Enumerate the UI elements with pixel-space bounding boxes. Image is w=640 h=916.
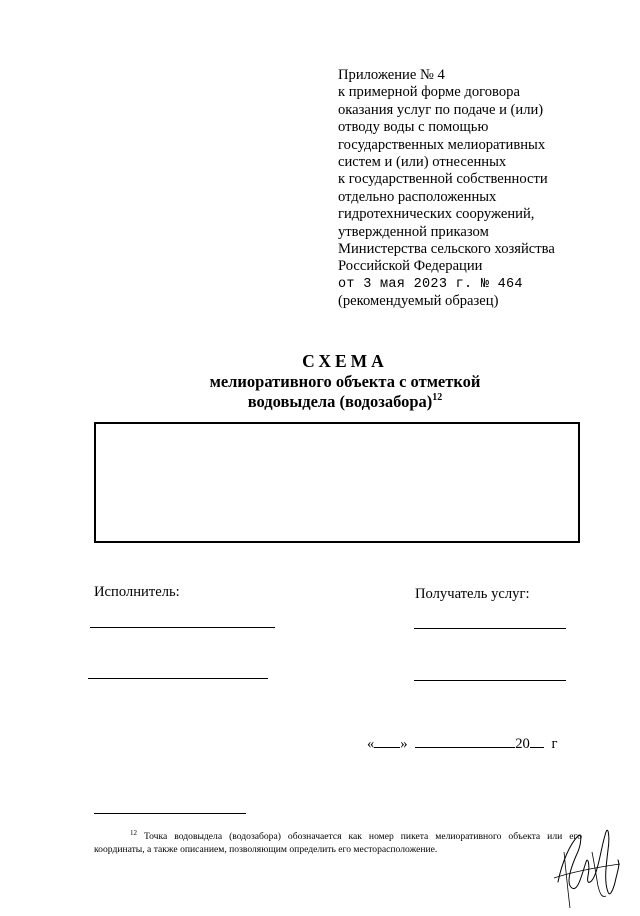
footnote-text: Точка водовыдела (водозабора) обозначается как номер пикета мелиоративного объекта или его координаты, а также описанием, позволяющим определить его месторасположение. xyxy=(94,831,582,855)
title-main: СХЕМА xyxy=(302,351,388,371)
footnote xyxy=(94,831,582,856)
appendix-line: Приложение № 4 xyxy=(338,67,445,83)
title-footnote-ref: 12 xyxy=(432,392,443,403)
appendix-header xyxy=(338,67,628,311)
year-suffix: г xyxy=(551,736,558,752)
appendix-line: систем и (или) отнесенных xyxy=(338,154,507,171)
month-blank xyxy=(415,734,515,748)
date-close-quote: » xyxy=(400,736,408,752)
year-prefix: 20 xyxy=(515,736,530,752)
date-open-quote: « xyxy=(367,736,375,752)
executor-label: Исполнитель: xyxy=(94,584,180,600)
appendix-line: оказания услуг по подаче и (или) xyxy=(338,101,544,118)
title-line-2-text: водовыдела (водозабора) xyxy=(247,392,433,411)
executor-name-line xyxy=(88,678,268,679)
executor-signature-line xyxy=(90,627,275,628)
date-line xyxy=(367,734,558,753)
order-date: от 3 мая 2023 г. № 464 xyxy=(338,276,523,292)
footnote-number: 12 xyxy=(130,829,137,837)
scheme-box xyxy=(94,422,580,543)
appendix-line: к государственной собственности xyxy=(338,171,548,188)
day-blank xyxy=(374,734,400,748)
sample-note: (рекомендуемый образец) xyxy=(338,293,499,310)
appendix-line: отдельно расположенных xyxy=(338,188,497,205)
recipient-signature-line xyxy=(414,628,566,629)
appendix-line: к примерной форме договора xyxy=(338,84,520,101)
footnote-separator xyxy=(94,813,246,814)
recipient-label: Получатель услуг: xyxy=(415,586,530,602)
document-title xyxy=(0,350,640,412)
appendix-line: утвержденной приказом xyxy=(338,223,489,240)
appendix-line: отводу воды с помощью xyxy=(338,119,489,136)
year-blank xyxy=(530,734,544,748)
title-line-1: мелиоративного объекта с отметкой xyxy=(209,372,481,391)
appendix-line: гидротехнических сооружений, xyxy=(338,206,535,223)
handwritten-signature xyxy=(552,822,624,910)
appendix-line: Министерства сельского хозяйства xyxy=(338,241,555,258)
appendix-line: Российской Федерации xyxy=(338,258,483,275)
title-line-2 xyxy=(0,392,640,412)
appendix-line: государственных мелиоративных xyxy=(338,136,546,153)
recipient-name-line xyxy=(414,680,566,681)
